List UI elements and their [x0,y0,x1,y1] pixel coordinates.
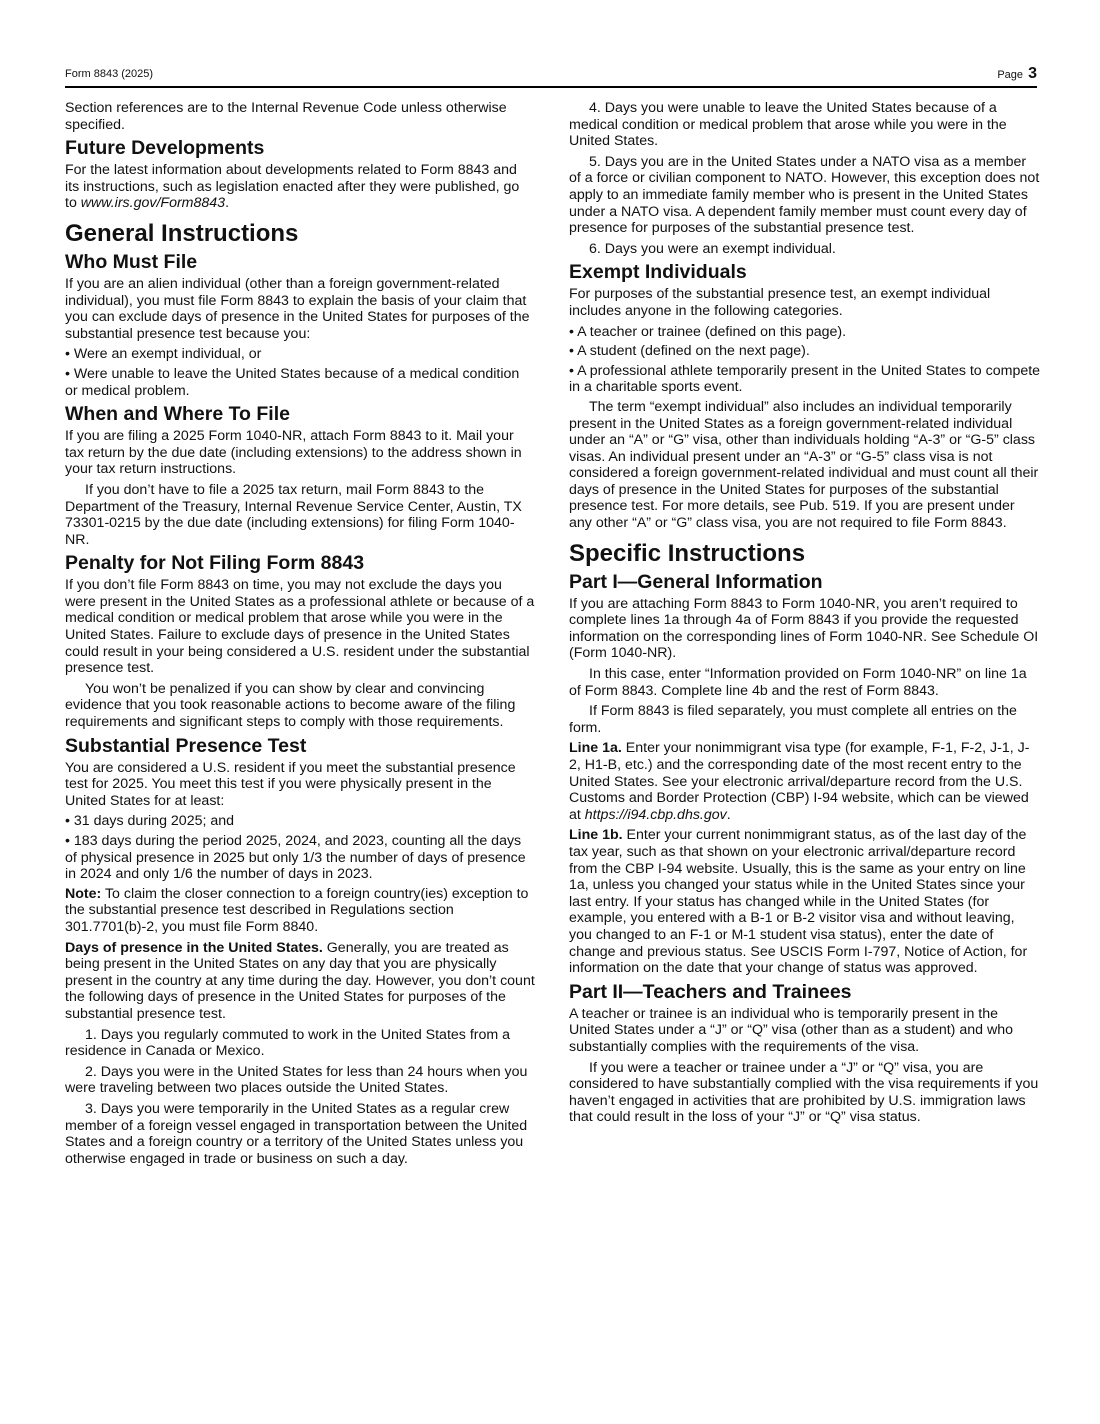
days-of-presence [65,940,535,1023]
part2-p1: A teacher or trainee is an individual who is temporarily present in the United States under a “J” or “Q” visa (other than as a student) and who substantially complies with the requirements of the visa. [569,1005,1013,1055]
who-must-file-heading: Who Must File [65,250,198,273]
spt-bullet-2: • 183 days during the period 2025, 2024, and 2023, counting all the days of physical presence in 2025 but only 1/3 the number of days of presence in 2024 and only 1/6 the number of days in 2023. [65,833,526,883]
note-text: To claim the closer connection to a foreign country(ies) exception to the substantial presence test described in Regulations section 301.7701(b)-2, you must file Form 8840. [65,885,529,935]
who-must-file-text: If you are an alien individual (other than a foreign government-related individual), you must file Form 8843 to explain the basis of your claim that you can exclude days of presence in the United States for purposes of the substantial presence test because you: [65,275,530,342]
exclusion-item-5: 5. Days you are in the United States under a NATO visa as a member of a force or civilian component to NATO. However, this exception does not apply to an immediate family member who is present in the United States under a NATO visa. A dependent family member must count every day of presence for purposes of the substantial presence test. [569,153,1040,237]
general-instructions-heading: General Instructions [65,219,299,247]
spt-note [65,886,535,936]
when-where-heading: When and Where To File [65,403,290,426]
left-column [65,100,535,1171]
right-column [569,100,1041,1130]
intro-text: Section references are to the Internal Revenue Code unless otherwise specified. [65,100,507,133]
days-lead: Days of presence in the United States. [65,939,323,956]
part1-p2: In this case, enter “Information provided on Form 1040-NR” on line 1a of Form 8843. Complete line 4b and the rest of Form 8843. [569,666,1027,699]
line-1a [569,740,1041,823]
part2-heading: Part II—Teachers and Trainees [569,980,852,1003]
page-prefix: Page [997,69,1024,81]
exclusion-item-2: 2. Days you were in the United States for less than 24 hours when you were traveling between two places outside the United States. [65,1063,528,1097]
days-text: Generally, you are treated as being present in the United States on any day that you are physically present in the country at any time during the day. However, you don’t count the following days of presence in the United States for purposes of the substantial presence test. [65,939,535,1022]
exempt-p2: The term “exempt individual” also includes an individual temporarily present in the United States as a foreign government-related individual under an “A” or “G” visa, other than individuals holding “A-3” or “G-5” class visas. An individual present under an “A-3” or “G-5” class visa is not considered a foreign government-related individual and must count all their days of presence in the United States for purposes of the substantial presence test. For more details, see Pub. 519. If you are present under any other “A” or “G” class visa, you are not required to file Form 8843. [569,398,1039,532]
page-number-label [997,65,1037,83]
penalty-heading: Penalty for Not Filing Form 8843 [65,552,365,575]
exclusion-item-3: 3. Days you were temporarily in the United States as a regular crew member of a foreign vessel engaged in transportation between the United States and a foreign country or a territory of the United States unless you otherwise engaged in trade or business on such a day. [65,1100,528,1167]
form-label: Form 8843 (2025) [65,68,154,80]
sentence-end: . [225,195,230,212]
future-developments-body: For the latest information about developments related to Form 8843 and its instructions, such as legislation enacted after they were published, go to [65,162,520,212]
line-1b-lead: Line 1b. [569,827,623,844]
exclusion-item-6: 6. Days you were an exempt individual. [589,240,836,257]
part1-p1: If you are attaching Form 8843 to Form 1040-NR, you aren’t required to complete lines 1a through 4a of Form 8843 if you provide the requested information on the corresponding lines of Form 1040-NR. See Schedule OI (Form 1040-NR). [569,595,1039,662]
exempt-p1: For purposes of the substantial presence test, an exempt individual includes anyone in the following categories. [569,286,991,319]
future-developments-heading: Future Developments [65,137,265,160]
page-header [65,58,1037,88]
line-1a-end: . [726,806,731,823]
specific-instructions-heading: Specific Instructions [569,539,806,567]
part1-p3: If Form 8843 is filed separately, you must complete all entries on the form. [569,703,1017,736]
i94-link[interactable]: https://i94.cbp.dhs.gov [584,806,727,823]
future-developments-text [65,162,535,212]
part1-heading: Part I—General Information [569,570,823,593]
spt-bullet-1: • 31 days during 2025; and [65,813,235,830]
note-lead: Note: [65,885,102,902]
exempt-bullet-2: • A student (defined on the next page). [569,343,810,360]
exempt-bullet-1: • A teacher or trainee (defined on this page). [569,323,847,340]
irs-form8843-link[interactable]: www.irs.gov/Form8843 [80,195,226,212]
who-must-file-bullet-1: • Were an exempt individual, or [65,346,262,363]
when-where-p1: If you are filing a 2025 Form 1040-NR, attach Form 8843 to it. Mail your tax return by the due date (including extensions) to the address shown in your tax return instructions. [65,428,522,478]
exempt-individuals-heading: Exempt Individuals [569,261,747,284]
page-number: 3 [1028,65,1037,82]
exempt-bullet-3: • A professional athlete temporarily present in the United States to compete in a charitable sports event. [569,362,1041,396]
line-1a-text: Enter your nonimmigrant visa type (for example, F-1, F-2, J-1, J-2, H1-B, etc.) and the corresponding date of the most recent entry to the United States. See your electronic arrival/departure record from the U.S. Customs and Border Protection (CBP) I-94 website, which can be viewed at [569,740,1030,823]
line-1b [569,827,1041,976]
exclusion-item-4: 4. Days you were unable to leave the United States because of a medical condition or medical problem that arose while you were in the United States. [569,100,1007,150]
line-1b-text: Enter your current nonimmigrant status, as of the last day of the tax year, such as that shown on your electronic arrival/departure record from the CBP I-94 website. Usually, this is the same as your entry on line 1a, unless you changed your status while in the United States since your last entry. If your status has changed while in the United States (for example, you entered with a B-1 or B-2 visitor visa and without leaving, you changed to an F-1 or M-1 student visa status), enter the date of change and previous status. See USCIS Form I-797, Notice of Action, for information on the date that your change of status was approved. [569,827,1028,977]
penalty-p1: If you don’t file Form 8843 on time, you may not exclude the days you were present in the United States as a professional athlete or because of a medical condition or medical problem that arose while you were in the United States. Failure to exclude days of presence in the United States could result in your being considered a U.S. resident under the substantial presence test. [65,577,535,677]
penalty-p2: You won’t be penalized if you can show by clear and convincing evidence that you took reasonable actions to become aware of the filing requirements and significant steps to comply with those requirements. [65,680,516,731]
line-1a-lead: Line 1a. [569,740,622,757]
spt-heading: Substantial Presence Test [65,734,307,757]
when-where-p2: If you don’t have to file a 2025 tax return, mail Form 8843 to the Department of the Treasury, Internal Revenue Service Center, Austin, TX 73301-0215 by the due date (including extensions) for filing Form 1040-NR. [65,481,522,548]
who-must-file-bullet-2: • Were unable to leave the United States because of a medical condition or medical problem. [65,365,520,399]
spt-p1: You are considered a U.S. resident if you meet the substantial presence test for 2025. You meet this test if you were physically present in the United States for at least: [65,759,516,809]
exclusion-item-1: 1. Days you regularly commuted to work in the United States from a residence in Canada or Mexico. [65,1026,511,1060]
part2-p2: If you were a teacher or trainee under a “J” or “Q” visa, you are considered to have substantially complied with the visa requirements if you haven’t engaged in activities that are prohibited by U.S. immigration laws that could result in the loss of your “J” or “Q” visa status. [569,1059,1039,1126]
